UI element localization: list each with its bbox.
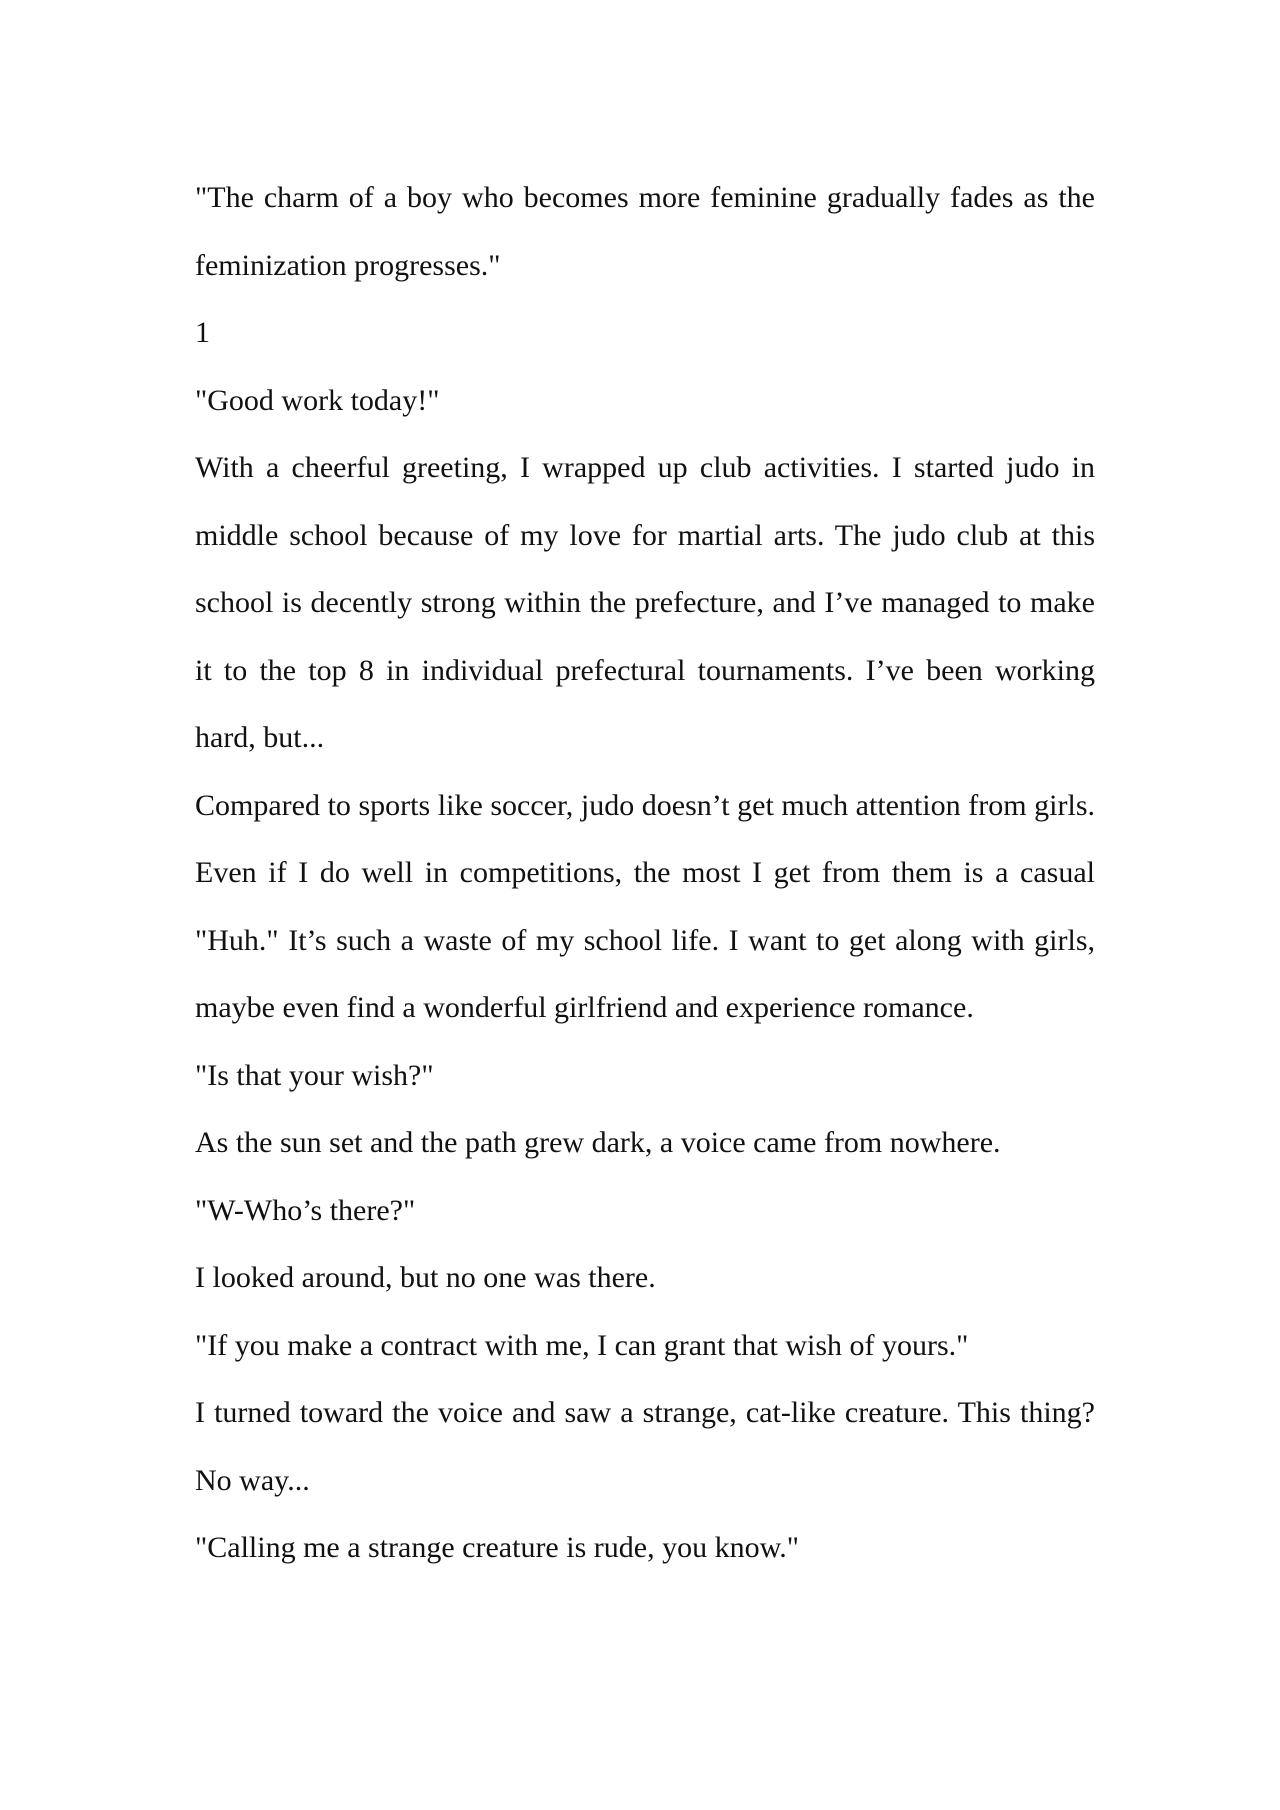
document-page — [195, 164, 1095, 1582]
paragraph: Compared to sports like soccer, judo doesn’t get much attention from girls. Even if I do well in competitions, the most I get from them is a casual "Huh." It’s such a waste of my school life. I want to get along with girls, maybe even find a wonderful girlfriend and experience romance. — [195, 788, 1095, 1024]
epigraph: "The charm of a boy who becomes more feminine gradually fades as the feminization progresses." — [195, 181, 1095, 282]
chapter-number: 1 — [195, 316, 210, 349]
paragraph: "W-Who’s there?" — [195, 1193, 416, 1227]
paragraph: As the sun set and the path grew dark, a voice came from nowhere. — [195, 1126, 1001, 1159]
paragraph: "Good work today!" — [195, 383, 440, 417]
paragraph: With a cheerful greeting, I wrapped up club activities. I started judo in middle school because of my love for martial arts. The judo club at this school is decently strong within the prefecture, and I’ve managed to make it to the top 8 in individual prefectural tournaments. I’ve been working hard, but... — [195, 451, 1095, 754]
paragraph: "Is that your wish?" — [195, 1058, 434, 1092]
paragraph: "Calling me a strange creature is rude, you know." — [195, 1531, 800, 1564]
paragraph: I turned toward the voice and saw a strange, cat-like creature. This thing? No way... — [195, 1396, 1095, 1497]
paragraph: "If you make a contract with me, I can grant that wish of yours." — [195, 1328, 969, 1362]
paragraph: I looked around, but no one was there. — [195, 1261, 656, 1294]
